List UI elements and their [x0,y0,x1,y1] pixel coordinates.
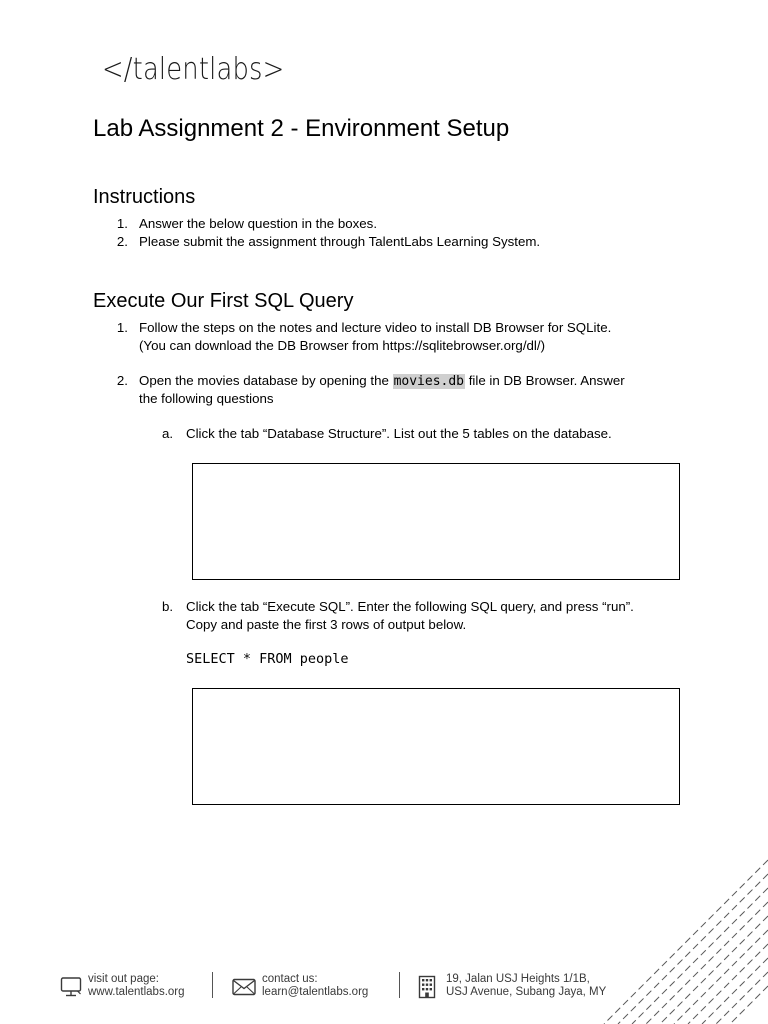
building-icon [418,975,436,999]
step-number-2: 2. [116,373,128,388]
footer-contact-label: contact us: [262,973,318,985]
footer-divider-1 [212,972,213,998]
mail-icon [232,978,256,996]
footer-contact-email[interactable]: learn@talentlabs.org [262,986,369,998]
sub-b-text-line2: Copy and paste the first 3 rows of output below. [186,617,467,632]
instructions-heading: Instructions [93,186,196,208]
step-text-2-after: file in DB Browser. Answer [465,373,625,388]
step-text-2-before: Open the movies database by opening the [139,373,393,388]
sub-a-label: a. [162,426,174,441]
sql-query: SELECT * FROM people [186,651,349,667]
footer-address-line2: USJ Avenue, Subang Jaya, MY [446,986,607,998]
page-title: Lab Assignment 2 - Environment Setup [93,115,510,142]
section-heading: Execute Our First SQL Query [93,290,354,312]
step-text-1-line1: Follow the steps on the notes and lecture video to install DB Browser for SQLite. [139,320,612,335]
step-text-2-line2: the following questions [139,391,274,406]
instruction-text-2: Please submit the assignment through TalentLabs Learning System. [139,234,541,249]
footer-address-line1: 19, Jalan USJ Heights 1/1B, [446,973,590,985]
talentlabs-logo: </talentlabs> [102,52,285,87]
sub-b-label: b. [162,599,174,614]
instruction-number-1: 1. [116,216,128,231]
answer-box-a[interactable] [192,463,680,580]
movies-db-code: movies.db [393,374,465,389]
step-text-1-line2: (You can download the DB Browser from https://sqlitebrowser.org/dl/) [139,338,545,353]
step-text-2-line1 [139,372,625,391]
footer-divider-2 [399,972,400,998]
monitor-icon [60,976,82,998]
step-number-1: 1. [116,320,128,335]
footer-visit-label: visit out page: [88,973,159,985]
footer-visit-link[interactable]: www.talentlabs.org [88,986,185,998]
instruction-number-2: 2. [116,234,128,249]
answer-box-b[interactable] [192,688,680,805]
instruction-text-1: Answer the below question in the boxes. [139,216,378,231]
sub-b-text-line1: Click the tab “Execute SQL”. Enter the following SQL query, and press “run”. [186,599,634,614]
sub-a-text: Click the tab “Database Structure”. List out the 5 tables on the database. [186,426,612,441]
